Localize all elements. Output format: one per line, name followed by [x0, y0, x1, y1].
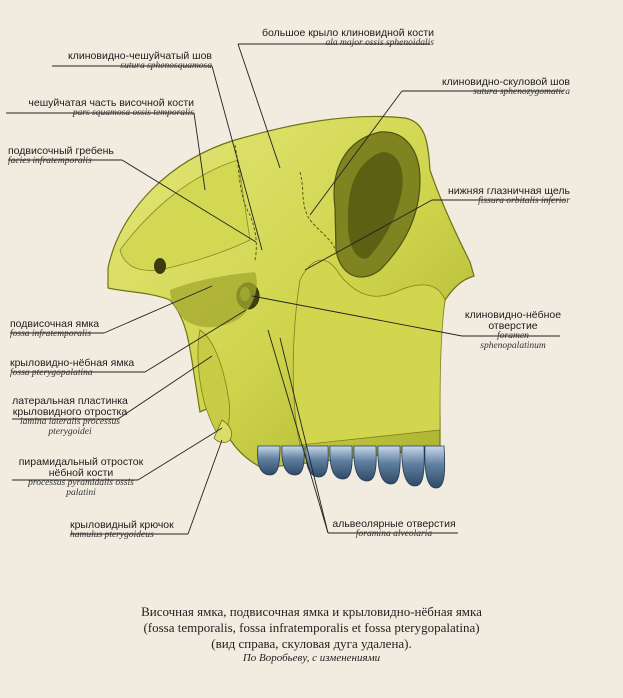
label-sutura-sphenozygomatica-la: sutura sphenozygomatica	[473, 87, 570, 98]
label-ala-major-ru: большое крыло клиновидной кости	[261, 27, 434, 39]
label-processus-pyramidalis-la1: processus pyramidalis ossis	[28, 478, 134, 489]
label-sutura-sphenozygomatica	[400, 77, 570, 98]
label-fossa-pterygopalatina	[10, 358, 160, 379]
label-hamulus	[70, 520, 200, 541]
teeth-row	[258, 446, 445, 488]
label-crista-infratemporalis-ru: подвисочный гребень	[8, 145, 114, 157]
label-fossa-pterygopalatina-ru: крыловидно-нёбная ямка	[10, 357, 135, 369]
label-lamina-lateralis-ru1: латеральная пластинка	[12, 395, 128, 407]
label-fissura-orbitalis-inferior-la: fissura orbitalis inferior	[478, 196, 570, 207]
label-foramen-sphenopalatinum-la1: foramen	[497, 331, 529, 342]
label-pars-squamosa-la: pars squamosa ossis temporalis	[72, 108, 194, 119]
label-fossa-pterygopalatina-la: fossa pterygopalatina	[10, 368, 93, 379]
label-foramen-sphenopalatinum-la2: sphenopalatinum	[480, 341, 546, 351]
label-lamina-lateralis-la2: pterygoidei	[48, 427, 92, 437]
caption-line-3: (вид справа, скуловая дуга удалена).	[211, 636, 412, 651]
label-pars-squamosa	[4, 98, 194, 119]
label-ala-major	[238, 28, 434, 49]
label-foramina-alveolaria-la: foramina alveolaria	[355, 529, 433, 540]
label-foramen-sphenopalatinum-ru1: клиновидно-нёбное	[464, 309, 562, 321]
label-crista-infratemporalis-la: facies infratemporalis	[8, 156, 92, 167]
label-lamina-lateralis-ru2: крыловидного отростка	[12, 406, 128, 419]
label-lamina-lateralis	[8, 396, 132, 438]
label-fossa-infratemporalis-la: fossa infratemporalis	[10, 329, 92, 340]
label-processus-pyramidalis-ru2: нёбной кости	[48, 467, 114, 480]
label-processus-pyramidalis-ru1: пирамидальный отросток	[18, 456, 144, 468]
label-sutura-sphenozygomatica-ru: клиновидно-скуловой шов	[441, 76, 570, 88]
label-hamulus-la: hamulus pterygoideus	[70, 530, 154, 541]
label-hamulus-ru: крыловидный крючок	[70, 519, 174, 531]
caption-line-2: (fossa temporalis, fossa infratemporalis et fossa pterygopalatina)	[143, 620, 480, 635]
label-foramina-alveolaria-ru: альвеолярные отверстия	[332, 518, 456, 530]
label-processus-pyramidalis-la2: palatini	[66, 488, 96, 498]
label-fossa-infratemporalis	[10, 319, 140, 340]
label-fossa-infratemporalis-ru: подвисочная ямка	[10, 318, 100, 330]
caption-line-1: Височная ямка, подвисочная ямка и крыловидно-нёбная ямка	[141, 604, 482, 619]
label-processus-pyramidalis	[6, 457, 156, 499]
label-foramina-alveolaria	[326, 519, 462, 540]
label-foramen-sphenopalatinum-ru2: отверстие	[488, 320, 538, 333]
label-ala-major-la: ala major ossis sphenoidalis	[325, 38, 434, 49]
label-foramen-sphenopalatinum	[458, 310, 568, 352]
label-fissura-orbitalis-inferior-ru: нижняя глазничная щель	[447, 185, 570, 197]
label-crista-infratemporalis	[8, 146, 168, 167]
label-fissura-orbitalis-inferior	[420, 186, 570, 207]
label-sutura-sphenosquamosa-ru: клиновидно-чешуйчатый шов	[68, 50, 212, 62]
label-sutura-sphenosquamosa-la: sutura sphenosquamosa	[120, 61, 212, 72]
label-sutura-sphenosquamosa	[40, 51, 212, 72]
label-lamina-lateralis-la1: lamina lateralis processus	[20, 417, 120, 428]
caption-credit: По Воробьеву, с изменениями	[242, 652, 381, 664]
label-pars-squamosa-ru: чешуйчатая часть височной кости	[28, 97, 194, 109]
